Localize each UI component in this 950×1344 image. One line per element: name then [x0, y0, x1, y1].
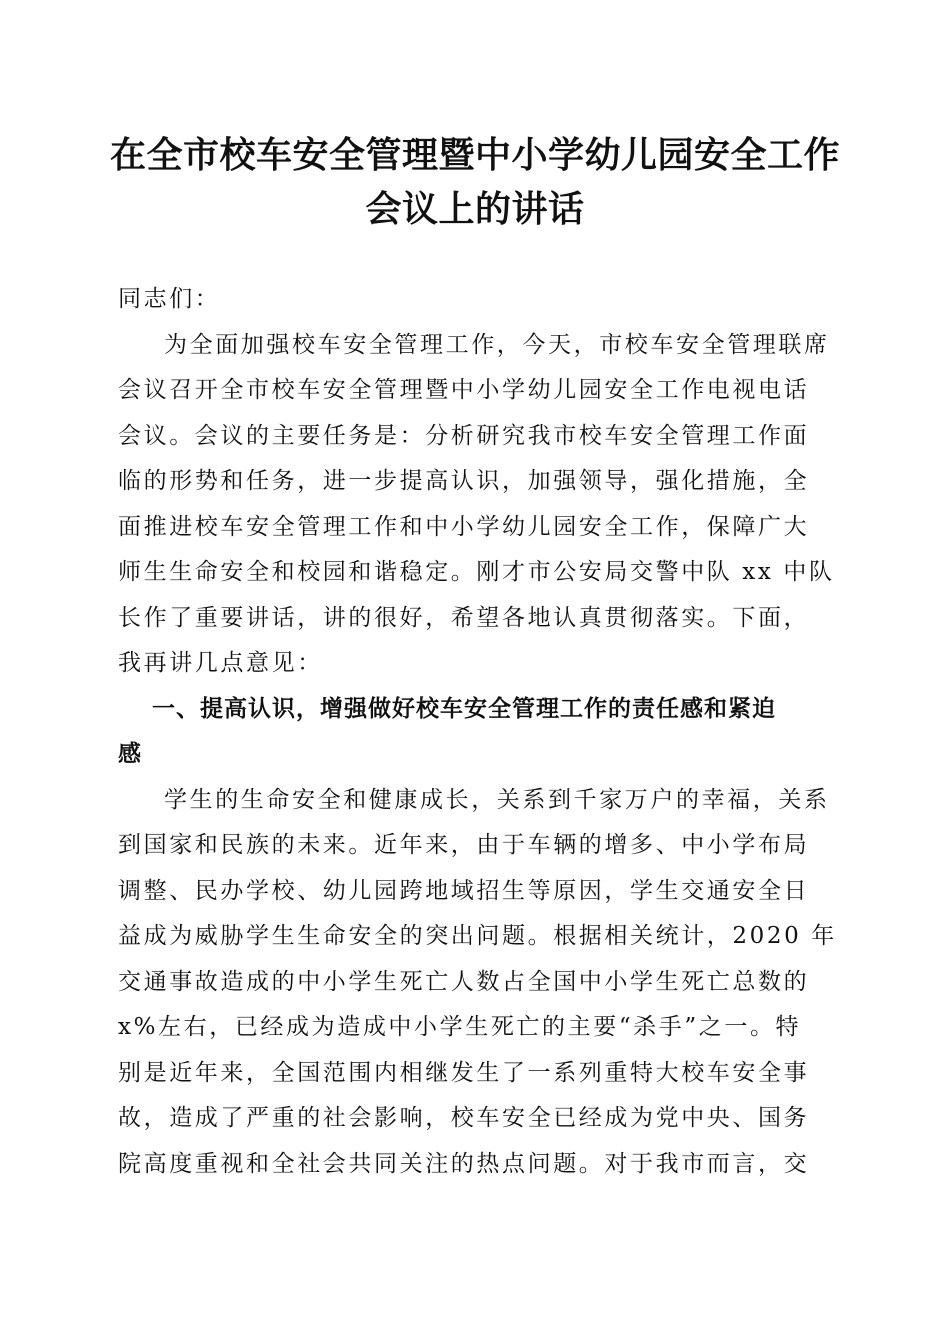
salutation: 同志们： — [118, 286, 221, 312]
document-title — [100, 128, 850, 236]
heading-line: 一、提高认识，增强做好校车安全管理工作的责任感和紧迫 — [152, 695, 776, 722]
heading-line: 感 — [118, 741, 142, 767]
section-paragraph — [118, 778, 837, 1188]
text-line: 为全面加强校车安全管理工作，今天，市校车安全管理联席 — [164, 331, 830, 358]
text-line: 院高度重视和全社会共同关注的热点问题。对于我市而言，交 — [118, 1150, 810, 1177]
text-line: 别是近年来，全国范围内相继发生了一系列重特大校车安全事 — [118, 1059, 810, 1086]
intro-paragraph — [118, 323, 835, 687]
text-line: 我再讲几点意见： — [118, 650, 323, 676]
text-line: 益成为威胁学生生命安全的突出问题。根据相关统计，2020 年 — [118, 923, 837, 949]
text-line: 交通事故造成的中小学生死亡人数占全国中小学生死亡总数的 — [118, 968, 810, 995]
text-line: 会议。会议的主要任务是：分析研究我市校车安全管理工作面 — [118, 422, 810, 449]
section-heading — [118, 687, 830, 778]
text-line: 调整、民办学校、幼儿园跨地域招生等原因，学生交通安全日 — [118, 877, 810, 904]
text-line: 学生的生命安全和健康成长，关系到千家万户的幸福，关系 — [164, 786, 830, 813]
text-line: 临的形势和任务，进一步提高认识，加强领导，强化措施，全 — [118, 468, 810, 494]
document-body — [118, 277, 837, 1187]
text-line: 面推进校车安全管理工作和中小学幼儿园安全工作，保障广大 — [118, 513, 810, 540]
title-line: 在全市校车安全管理暨中小学幼儿园安全工作 — [109, 134, 840, 176]
text-line: x%左右，已经成为造成中小学生死亡的主要“杀手”之一。特 — [118, 1014, 802, 1040]
text-line: 到国家和民族的未来。近年来，由于车辆的增多、中小学布局 — [118, 832, 810, 858]
text-line: 会议召开全市校车安全管理暨中小学幼儿园安全工作电视电话 — [118, 377, 810, 403]
text-line: 故，造成了严重的社会影响，校车安全已经成为党中央、国务 — [118, 1105, 810, 1131]
text-line: 长作了重要讲话，讲的很好，希望各地认真贯彻落实。下面， — [118, 604, 810, 631]
text-line: 师生生命安全和校园和谐稳定。刚才市公安局交警中队 xx 中队 — [118, 559, 835, 585]
title-line: 会议上的讲话 — [365, 188, 585, 230]
